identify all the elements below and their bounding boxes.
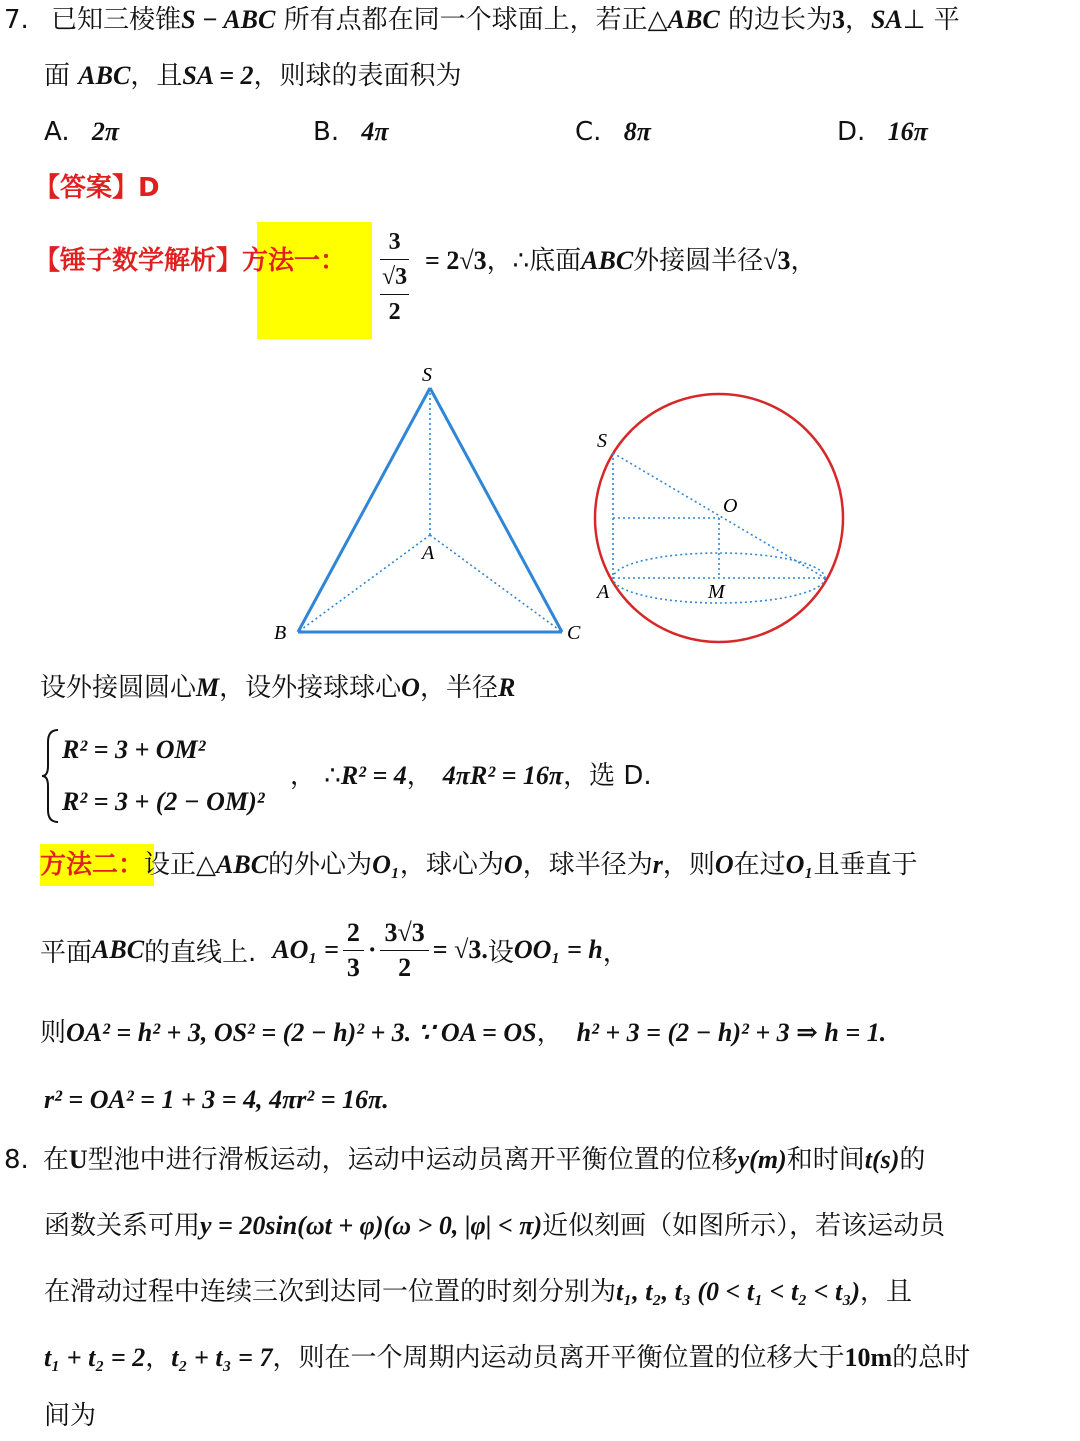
system-eq-1: R² = 3 + OM² [62, 735, 206, 764]
math-abc: ABC [216, 850, 269, 879]
q7-stem-text: 面 [44, 61, 71, 91]
text: 的直线上. [144, 937, 257, 968]
text: 和时间 [786, 1145, 865, 1175]
q8-line-3 [44, 1272, 912, 1312]
analysis-tag: 【锤子数学解析】 [34, 246, 243, 276]
system-brace [42, 728, 62, 824]
frac-den: 3 [346, 952, 360, 982]
math-ao1: AO₁ = [272, 935, 339, 964]
q7-stem-text: ，则球的表面积为 [253, 61, 462, 91]
math-result: = √3. [432, 935, 488, 964]
text: 函数关系可用 [44, 1211, 201, 1241]
text: ，球心为 [399, 850, 504, 880]
option-label: B. [313, 117, 340, 147]
q7-option-d[interactable] [837, 112, 928, 152]
math-abc: ABC [92, 935, 145, 964]
math-times: t₁, t₂, t₃ (0 < t₁ < t₂ < t₃) [616, 1277, 861, 1306]
text: 在过 [733, 850, 786, 880]
text: ， [145, 1343, 172, 1373]
text: ， [790, 246, 817, 276]
math-side: 3 [831, 5, 845, 34]
text: 设正△ [144, 850, 217, 880]
option-label: A. [44, 117, 70, 147]
label-s: S [422, 364, 432, 386]
math-eqs: OA² = h² + 3, OS² = (2 − h)² + 3. ∵ OA = OS [66, 1018, 537, 1047]
frac-den-bottom: 2 [388, 299, 401, 325]
text: 则 [40, 1018, 67, 1048]
math-r: R [497, 673, 516, 702]
math-function: y = 20sin(ωt + φ)(ω > 0, |φ| < π) [200, 1211, 543, 1240]
math-oo1: OO₁ = h [513, 935, 603, 964]
label-o: O [723, 495, 738, 517]
frac-den-top: √3 [380, 260, 409, 295]
text: ， [406, 761, 433, 791]
q8-line-4 [44, 1338, 970, 1378]
method2-line-3 [40, 1013, 886, 1053]
math-eq: = 2√3 [425, 246, 487, 275]
q7-number: 7. [4, 5, 29, 35]
math-o1: O₁ [785, 850, 814, 879]
answer-tag: 【答案】 [34, 173, 139, 203]
q7-setup-line [40, 668, 515, 708]
text: 型池中进行滑板运动，运动中运动员离开平衡位置的位移 [87, 1145, 738, 1175]
text: ， [602, 937, 629, 968]
q7-stem-text: 的边长为 [727, 5, 832, 35]
math-m: M [196, 673, 220, 702]
edge-ac [430, 535, 562, 632]
option-value: 4π [361, 117, 389, 146]
text: ，则在一个周期内运动员离开平衡位置的位移大于 [272, 1343, 845, 1373]
frac-num: 2 [343, 916, 364, 951]
q7-stem-text: 所有点都在同一个球面上，若正△ [283, 5, 668, 35]
method2-line-2: 平面 ABC 的直线上. AO₁ = $\frac{2}{3}$ · $\frac{3√3}{2}$ = √3. 设 OO₁ = h ， [40, 910, 629, 990]
text: 的总时 [892, 1343, 971, 1373]
q7-option-a[interactable] [44, 112, 119, 152]
frac-num: 3√3 [380, 916, 428, 951]
text: 外接圆半径 [633, 246, 764, 276]
label-b: B [274, 622, 287, 644]
text: ，球半径为 [522, 850, 653, 880]
text: 近似刻画（如图所示），若该运动员 [542, 1211, 946, 1241]
option-value: 16π [887, 117, 928, 146]
text: ，选 D. [563, 761, 652, 791]
figure-sphere [585, 385, 855, 655]
q7-stem-line-1 [0, 0, 960, 40]
fraction-3sqrt3-2 [380, 916, 428, 985]
math-abc: ABC [667, 5, 720, 34]
q7-analysis-heading [34, 241, 346, 281]
math-r2: R² = 4 [340, 761, 407, 790]
math-abc: ABC [78, 61, 131, 90]
option-label: C. [575, 117, 602, 147]
option-label: D. [837, 117, 866, 147]
label-s: S [597, 430, 607, 452]
math-o1: O₁ [372, 850, 400, 879]
label-a: A [422, 542, 435, 564]
q7-stem-text: 已知三棱锥 [51, 5, 182, 35]
method1-result [425, 241, 816, 281]
q8-line-5: 间为 [44, 1401, 97, 1431]
q7-answer [34, 168, 160, 208]
text: 设外接圆圆心 [40, 673, 197, 703]
system-eq-2: R² = 3 + (2 − OM)² [62, 787, 265, 816]
q8-line-2 [44, 1206, 945, 1246]
text: ，∴底面 [486, 246, 582, 276]
q7-stem-text: ⊥ 平 [902, 5, 960, 35]
tetra-hidden-edges [298, 388, 562, 632]
text: ，设外接球球心 [219, 673, 402, 703]
method2-tag: 方法二： [40, 850, 145, 880]
figure-tetrahedron [260, 355, 600, 655]
text: 平面 [40, 937, 93, 968]
math-o: O [714, 850, 734, 879]
answer-value: D [138, 173, 160, 203]
text: ，则 [662, 850, 715, 880]
label-c: C [567, 622, 581, 644]
math-r: r [652, 850, 663, 879]
math-solve: h² + 3 = (2 − h)² + 3 ⇒ h = 1. [576, 1018, 887, 1047]
method2-line-4: r² = OA² = 1 + 3 = 4, 4πr² = 16π. [44, 1085, 389, 1114]
text: 在滑动过程中连续三次到达同一位置的时刻分别为 [44, 1277, 617, 1307]
fraction-2-3 [343, 916, 364, 985]
q7-stem-text: ，且 [130, 61, 183, 91]
math-sum1: t₁ + t₂ = 2 [44, 1343, 146, 1372]
math-sum2: t₂ + t₃ = 7 [171, 1343, 273, 1372]
math-u: U [68, 1145, 88, 1174]
q7-option-b[interactable] [313, 112, 389, 152]
edge-sb [298, 388, 430, 632]
method1-fraction [380, 225, 409, 329]
math-o: O [503, 850, 523, 879]
text: 的 [899, 1145, 926, 1175]
method1-tag: 方法一： [242, 246, 347, 276]
q7-option-c[interactable] [575, 112, 651, 152]
math-abc: ABC [581, 246, 634, 275]
text: ，半径 [419, 673, 498, 703]
math-o: O [401, 673, 420, 702]
q8-number: 8. [4, 1145, 29, 1175]
option-value: 2π [91, 117, 120, 146]
math-sa-2: SA = 2 [182, 61, 254, 90]
text: 的外心为 [268, 850, 373, 880]
option-value: 8π [623, 117, 651, 146]
math-sa: SA [870, 5, 903, 34]
frac-den: 2 [398, 952, 412, 982]
math-area: 4πR² = 16π [442, 761, 564, 790]
system-conclusion [290, 756, 652, 796]
edge-ab [298, 535, 430, 632]
edge-sc [430, 388, 562, 632]
method2-line-1 [40, 845, 918, 885]
text: ，且 [860, 1277, 913, 1307]
q7-stem-text: ， [844, 5, 871, 35]
frac-num: 3 [380, 225, 409, 260]
text: 且垂直于 [813, 850, 918, 880]
math-sqrt3: √3 [763, 246, 791, 275]
text: ， [536, 1018, 563, 1048]
math-10m: 10m [844, 1343, 893, 1372]
label-m: M [708, 581, 725, 603]
label-a: A [597, 581, 610, 603]
q7-stem-line-2 [44, 56, 462, 96]
math-t: t(s) [864, 1145, 900, 1174]
text: 在 [42, 1145, 69, 1175]
q8-line-1 [0, 1140, 925, 1180]
math-tetrahedron: S − ABC [181, 5, 276, 34]
text: 设 [487, 937, 514, 968]
math-y: y(m) [737, 1145, 787, 1174]
text: ， ∴ [290, 761, 341, 791]
